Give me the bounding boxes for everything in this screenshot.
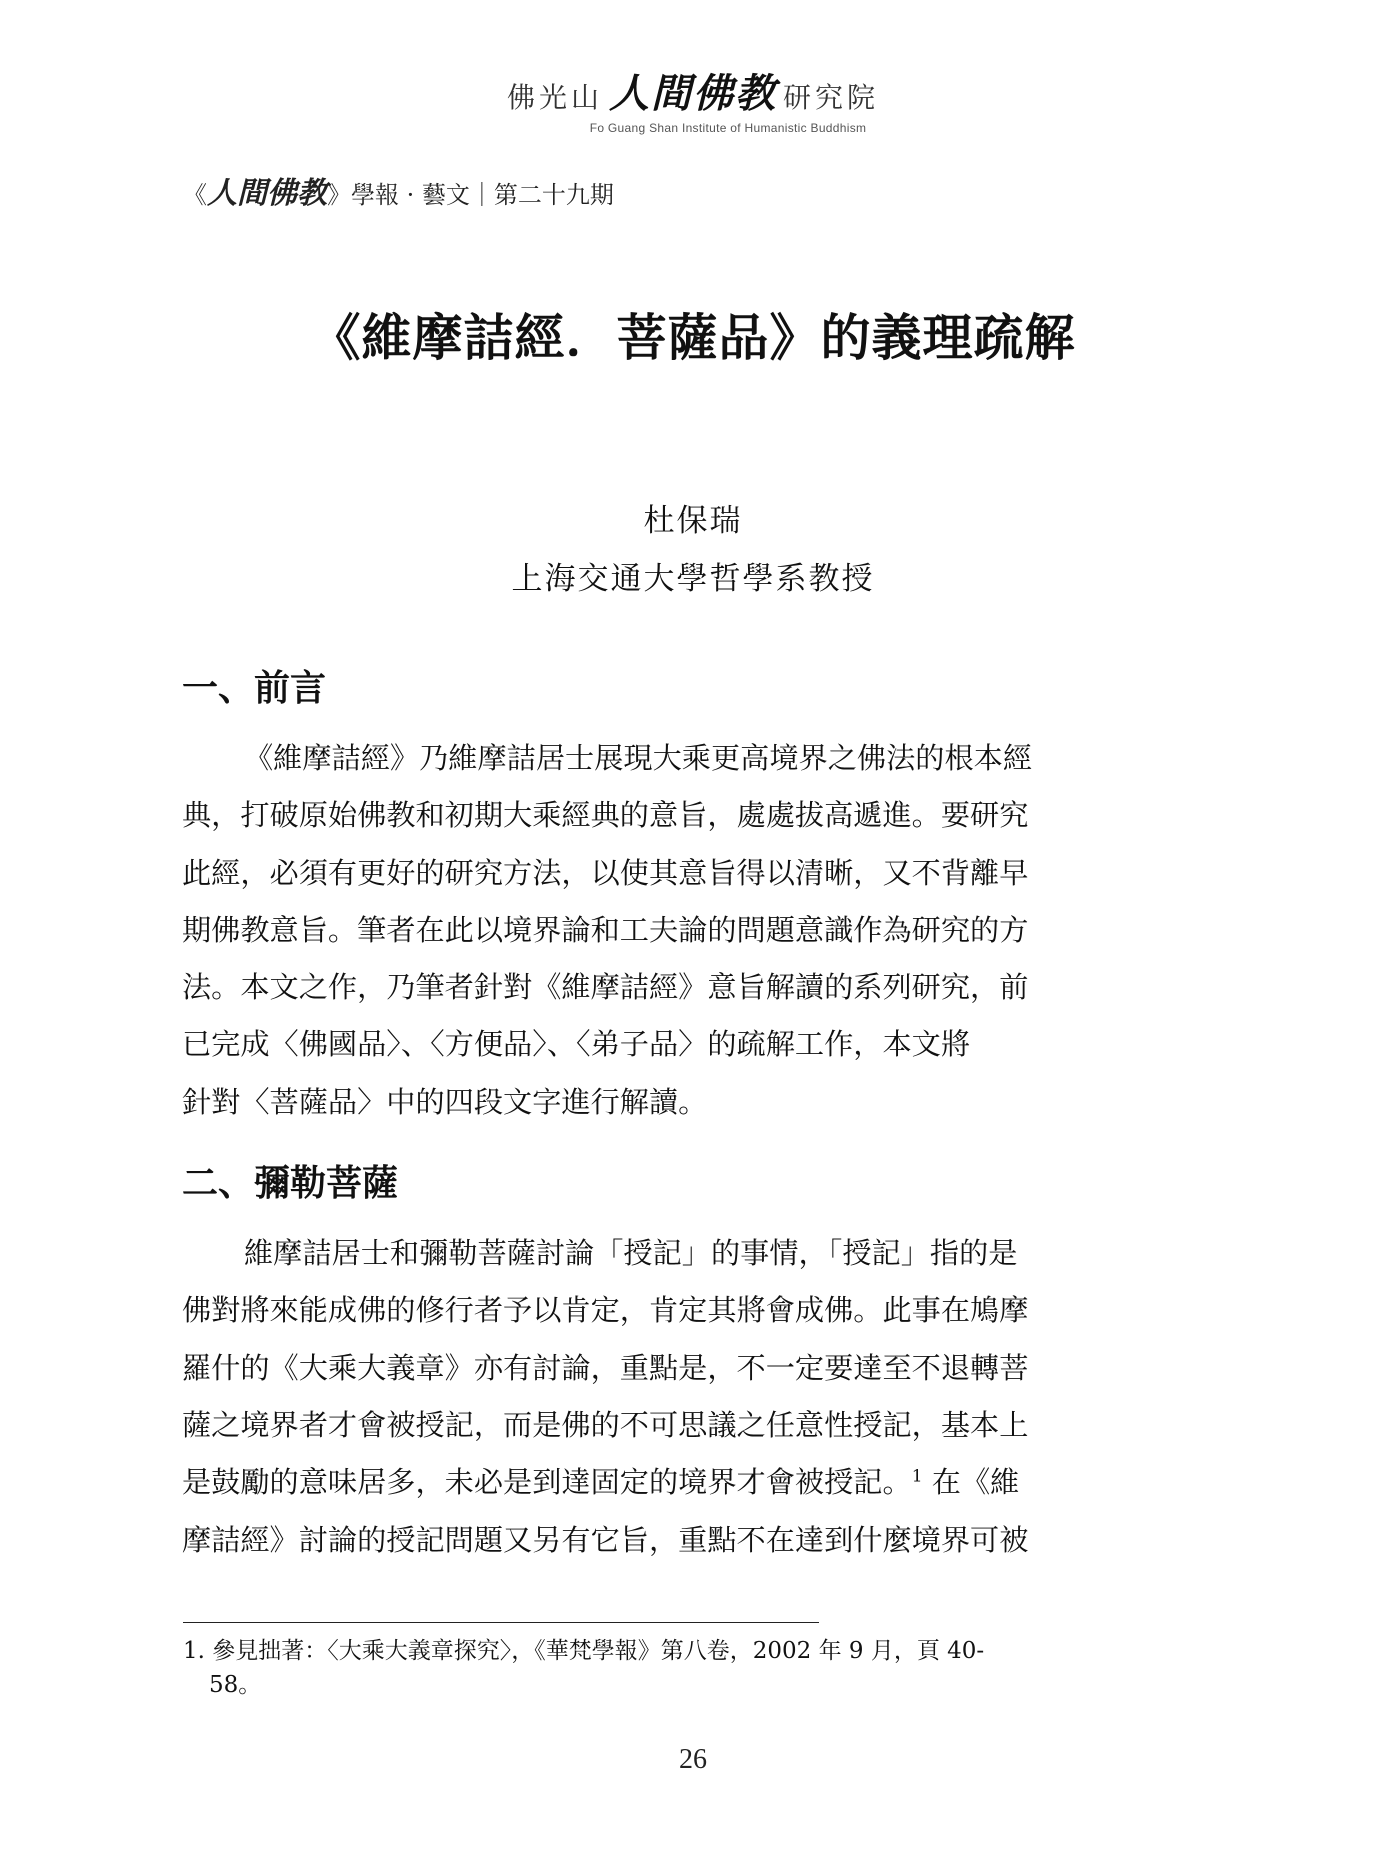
article-title: 《維摩詰經．菩薩品》的義理疏解 [310, 308, 1076, 367]
author-affiliation: 上海交通大學哲學系教授 [511, 561, 875, 597]
text-line: 期佛教意旨。筆者在此以境界論和工夫論的問題意識作為研究的方 [182, 912, 1029, 947]
footnote-1 [183, 1634, 1177, 1702]
page-number: 26 [679, 1744, 707, 1775]
footnote-text-line: 1. 參見拙著：〈大乘大義章探究〉，《華梵學報》第八卷，2002 年 9 月，頁 40- [183, 1638, 985, 1664]
journal-issue-info: 》學報 · 藝文｜第二十九期 [327, 181, 614, 209]
text-line: 法。本文之作，乃筆者針對《維摩詰經》意旨解讀的系列研究，前 [182, 970, 1029, 1005]
institute-suffix: 研究院 [783, 81, 880, 114]
footnote-text-line: 58。 [209, 1672, 262, 1698]
paragraph-maitreya [182, 1225, 1176, 1569]
text-line: 羅什的《大乘大義章》亦有討論，重點是，不一定要達至不退轉菩 [182, 1350, 1029, 1385]
institute-brand-logotype: 人間佛教 [609, 71, 777, 117]
journal-running-head [183, 168, 614, 212]
author-block [0, 492, 1386, 608]
section-heading-introduction: 一、前言 [182, 667, 327, 709]
paragraph-introduction [182, 730, 1176, 1131]
text-line: 佛對將來能成佛的修行者予以肯定，肯定其將會成佛。此事在鳩摩 [182, 1293, 1029, 1328]
text-line: 維摩詰居士和彌勒菩薩討論「授記」的事情，「授記」指的是 [244, 1236, 1018, 1271]
text-line-tail: 在《維 [922, 1465, 1020, 1500]
author-name: 杜保瑞 [643, 503, 743, 539]
institute-prefix: 佛光山 [506, 81, 603, 114]
journal-open-bracket: 《 [183, 181, 207, 209]
footnote-reference[interactable]: 1 [911, 1466, 923, 1487]
article-body [182, 660, 1176, 1569]
text-line: 摩詰經》討論的授記問題又另有它旨，重點不在達到什麼境界可被 [182, 1522, 1029, 1557]
text-line: 典，打破原始佛教和初期大乘經典的意旨，處處拔高遞進。要研究 [182, 798, 1029, 833]
institute-title [0, 62, 1386, 119]
section-gap [182, 1131, 1176, 1155]
section-heading-maitreya: 二、彌勒菩薩 [182, 1162, 399, 1205]
text-line [182, 1454, 1176, 1511]
text-line: 此經，必須有更好的研究方法，以使其意旨得以清晰，又不背離早 [182, 855, 1029, 890]
text-line: 針對〈菩薩品〉中的四段文字進行解讀。 [182, 1084, 708, 1119]
institute-header [0, 62, 1386, 135]
footnote-divider [183, 1622, 819, 1623]
text-line: 《維摩詰經》乃維摩詰居士展現大乘更高境界之佛法的根本經 [244, 741, 1033, 775]
text-line: 已完成〈佛國品〉、〈方便品〉、〈弟子品〉的疏解工作，本文將 [182, 1027, 971, 1062]
journal-brand-logotype: 人間佛教 [207, 176, 327, 211]
institute-english-name: Fo Guang Shan Institute of Humanistic Buddhism [589, 121, 867, 135]
text-line-head: 是鼓勵的意味居多，未必是到達固定的境界才會被授記。 [182, 1465, 912, 1500]
text-line: 薩之境界者才會被授記，而是佛的不可思議之任意性授記，基本上 [182, 1407, 1029, 1442]
